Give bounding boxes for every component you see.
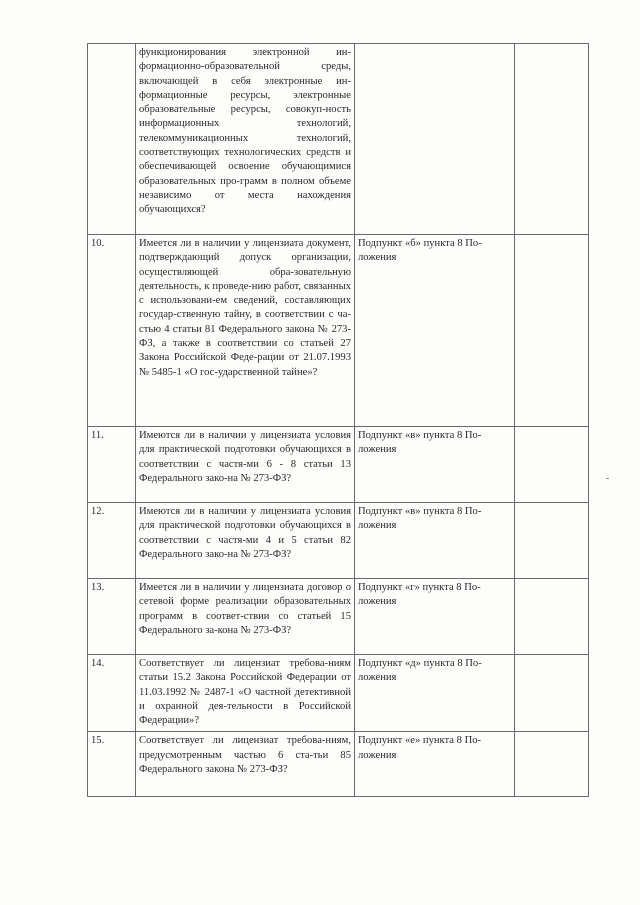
legal-reference: Подпункт «е» пункта 8 По-ложения [355, 732, 515, 797]
legal-reference: Подпункт «д» пункта 8 По-ложения [355, 655, 515, 732]
legal-reference: Подпункт «в» пункта 8 По-ложения [355, 427, 515, 503]
answer-cell [515, 427, 589, 503]
question-text: Соответствует ли лицензиат требова-ниям, предусмотренным частью 6 ста-тьи 85 Федерального закона № 273-ФЗ? [136, 732, 355, 797]
row-number: 10. [88, 235, 136, 427]
question-text: Имеется ли в наличии у лицензиата договор о сетевой форме реализации образовательных программ в соответ-ствии со статьей 15 Федерального за-кона № 273-ФЗ? [136, 579, 355, 655]
answer-cell [515, 579, 589, 655]
answer-cell [515, 732, 589, 797]
row-number: 13. [88, 579, 136, 655]
legal-reference [355, 44, 515, 235]
table-row [88, 732, 589, 797]
legal-reference: Подпункт «г» пункта 8 По-ложения [355, 579, 515, 655]
table-row [88, 427, 589, 503]
question-text: Имеются ли в наличии у лицензиата условия для практической подготовки обучающихся в соответствии с частя-ми 6 - 8 статьи 13 Федерального зако-на № 273-ФЗ? [136, 427, 355, 503]
row-number: 14. [88, 655, 136, 732]
row-number: 12. [88, 503, 136, 579]
answer-cell [515, 503, 589, 579]
answer-cell [515, 235, 589, 427]
question-text: Имеется ли в наличии у лицензиата документ, подтверждающий допуск организации, осуществляющей обра-зовательную деятельность, к проведе-нию работ, связанных с использовани-ем сведений, составляющих государ-ственную тайну, в соответствии с ча-стью 4 статьи 81 Федерального закона № 273-ФЗ, а также в соответствии со статьей 27 Закона Российской Феде-рации от 21.07.1993 № 5485-1 «О гос-ударственной тайне»? [136, 235, 355, 427]
scan-speck [606, 478, 609, 479]
legal-reference: Подпункт «б» пункта 8 По-ложения [355, 235, 515, 427]
answer-cell [515, 44, 589, 235]
question-text: функционирования электронной ин-формационно-образовательной среды, включающей в себя электронные ин-формационные ресурсы, электронные образовательные ресурсы, совокуп-ность информационных технологий, телекоммуникационных технологий, соответствующих технологических средств и обеспечивающей освоение обучающимися образовательных про-грамм в полном объеме независимо от места нахождения обучающихся? [136, 44, 355, 235]
answer-cell [515, 655, 589, 732]
table-row [88, 655, 589, 732]
table-row [88, 44, 589, 235]
row-number: 15. [88, 732, 136, 797]
question-text: Соответствует ли лицензиат требова-ниям статьи 15.2 Закона Российской Федерации от 11.03.1992 № 2487-1 «О частной детективной и охранной дея-тельности в Российской Федерации»? [136, 655, 355, 732]
row-number [88, 44, 136, 235]
table-row [88, 579, 589, 655]
checklist-table [87, 43, 589, 797]
row-number: 11. [88, 427, 136, 503]
table-row [88, 503, 589, 579]
legal-reference: Подпункт «в» пункта 8 По-ложения [355, 503, 515, 579]
table-row [88, 235, 589, 427]
question-text: Имеются ли в наличии у лицензиата условия для практической подготовки обучающихся в соответствии с частя-ми 4 и 5 статьи 82 Федерального зако-на № 273-ФЗ? [136, 503, 355, 579]
